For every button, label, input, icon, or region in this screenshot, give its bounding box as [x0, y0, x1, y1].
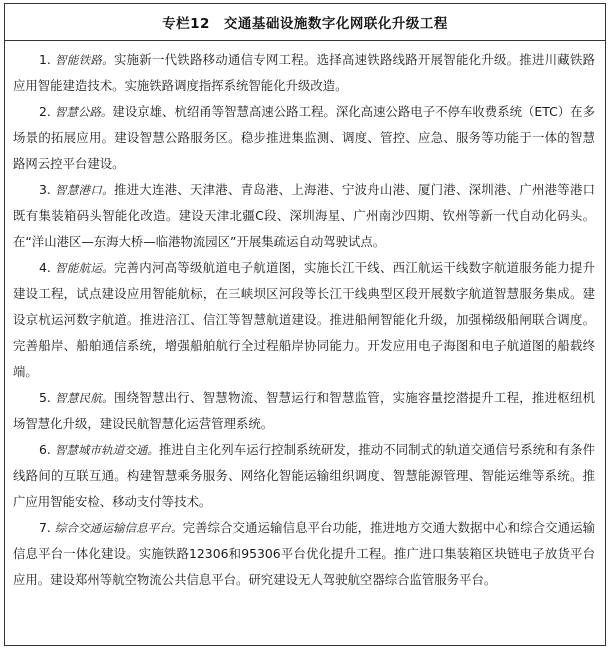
item-text: 推进大连港、天津港、青岛港、上海港、宁波舟山港、厦门港、深圳港、广州港等港口既有集装箱码头智能化改造。建设天津北疆C段、深圳海星、广州南沙四期、钦州等新一代自动化码头。在“洋山港区—东海大桥—临港物流园区”开展集疏运自动驾驶试点。 [13, 182, 595, 249]
item-text: 建设京雄、杭绍甬等智慧高速公路工程。深化高速公路电子不停车收费系统（ETC）在多场景的拓展应用。建设智慧公路服务区。稳步推进集监测、调度、管控、应急、服务等功能于一体的智慧路网云控平台建设。 [13, 104, 595, 171]
item-text: 推进自主化列车运行控制系统研发，推动不同制式的轨道交通信号系统和有条件线路间的互联互通。构建智慧乘务服务、网络化智能运输组织调度、智慧能源管理、智能运维等系统。推广应用智能安检、移动支付等技术。 [13, 442, 595, 509]
item-number: 6. [39, 442, 51, 457]
item-lead: 综合交通运输信息平台。 [54, 521, 183, 535]
item-smart-port [13, 177, 595, 255]
item-number: 1. [39, 52, 51, 67]
item-text: 实施新一代铁路移动通信专网工程。选择高速铁路线路开展智能化升级。推进川藏铁路应用智能建造技术。实施铁路调度指挥系统智能化升级改造。 [13, 52, 595, 93]
item-number: 7. [39, 520, 51, 535]
item-lead: 智能铁路。 [55, 53, 114, 67]
item-lead: 智慧公路。 [54, 105, 113, 119]
item-smart-urban-rail [13, 437, 595, 515]
item-text: 完善综合交通运输信息平台功能，推进地方交通大数据中心和综合交通运输信息平台一体化建设。实施铁路12306和95306平台优化提升工程。推广进口集装箱区块链电子放货平台应用。建设郑州等航空物流公共信息平台。研究建设无人驾驶航空器综合监管服务平台。 [13, 520, 596, 587]
box-content [5, 41, 605, 593]
item-smart-highway [13, 99, 595, 177]
item-text: 完善内河高等级航道电子航道图，实施长江干线、西江航运干线数字航道服务能力提升建设工程，试点建设应用智能航标，在三峡坝区河段等长江干线典型区段开展数字航道智慧服务集成。建设京杭运河数字航道。推进涪江、信江等智慧航道建设。推进船闸智能化升级，加强梯级船闸联合调度。完善船岸、船舶通信系统，增强船舶航行全过程船岸协同能力。开发应用电子海图和电子航道图的船载终端。 [13, 260, 595, 379]
item-intelligent-railway [13, 47, 595, 99]
item-intelligent-shipping [13, 255, 595, 385]
item-lead: 智慧港口。 [55, 183, 114, 197]
item-number: 4. [39, 260, 51, 275]
item-lead: 智能航运。 [55, 261, 114, 275]
box-title-text: 交通基础设施数字化网联化升级工程 [223, 16, 448, 32]
item-smart-civil-aviation [13, 385, 595, 437]
box-title [5, 4, 605, 41]
item-number: 3. [39, 182, 51, 197]
feature-box [4, 3, 606, 646]
item-number: 5. [39, 390, 51, 405]
item-lead: 智慧城市轨道交通。 [54, 443, 159, 457]
item-lead: 智慧民航。 [55, 391, 114, 405]
item-text: 围绕智慧出行、智慧物流、智慧运行和智慧监管，实施容量挖潜提升工程，推进枢纽机场智慧化升级，建设民航智慧化运营管理系统。 [13, 390, 595, 431]
item-transport-info-platform [13, 515, 595, 593]
item-number: 2. [39, 104, 51, 119]
box-title-number: 专栏12 [162, 16, 210, 32]
